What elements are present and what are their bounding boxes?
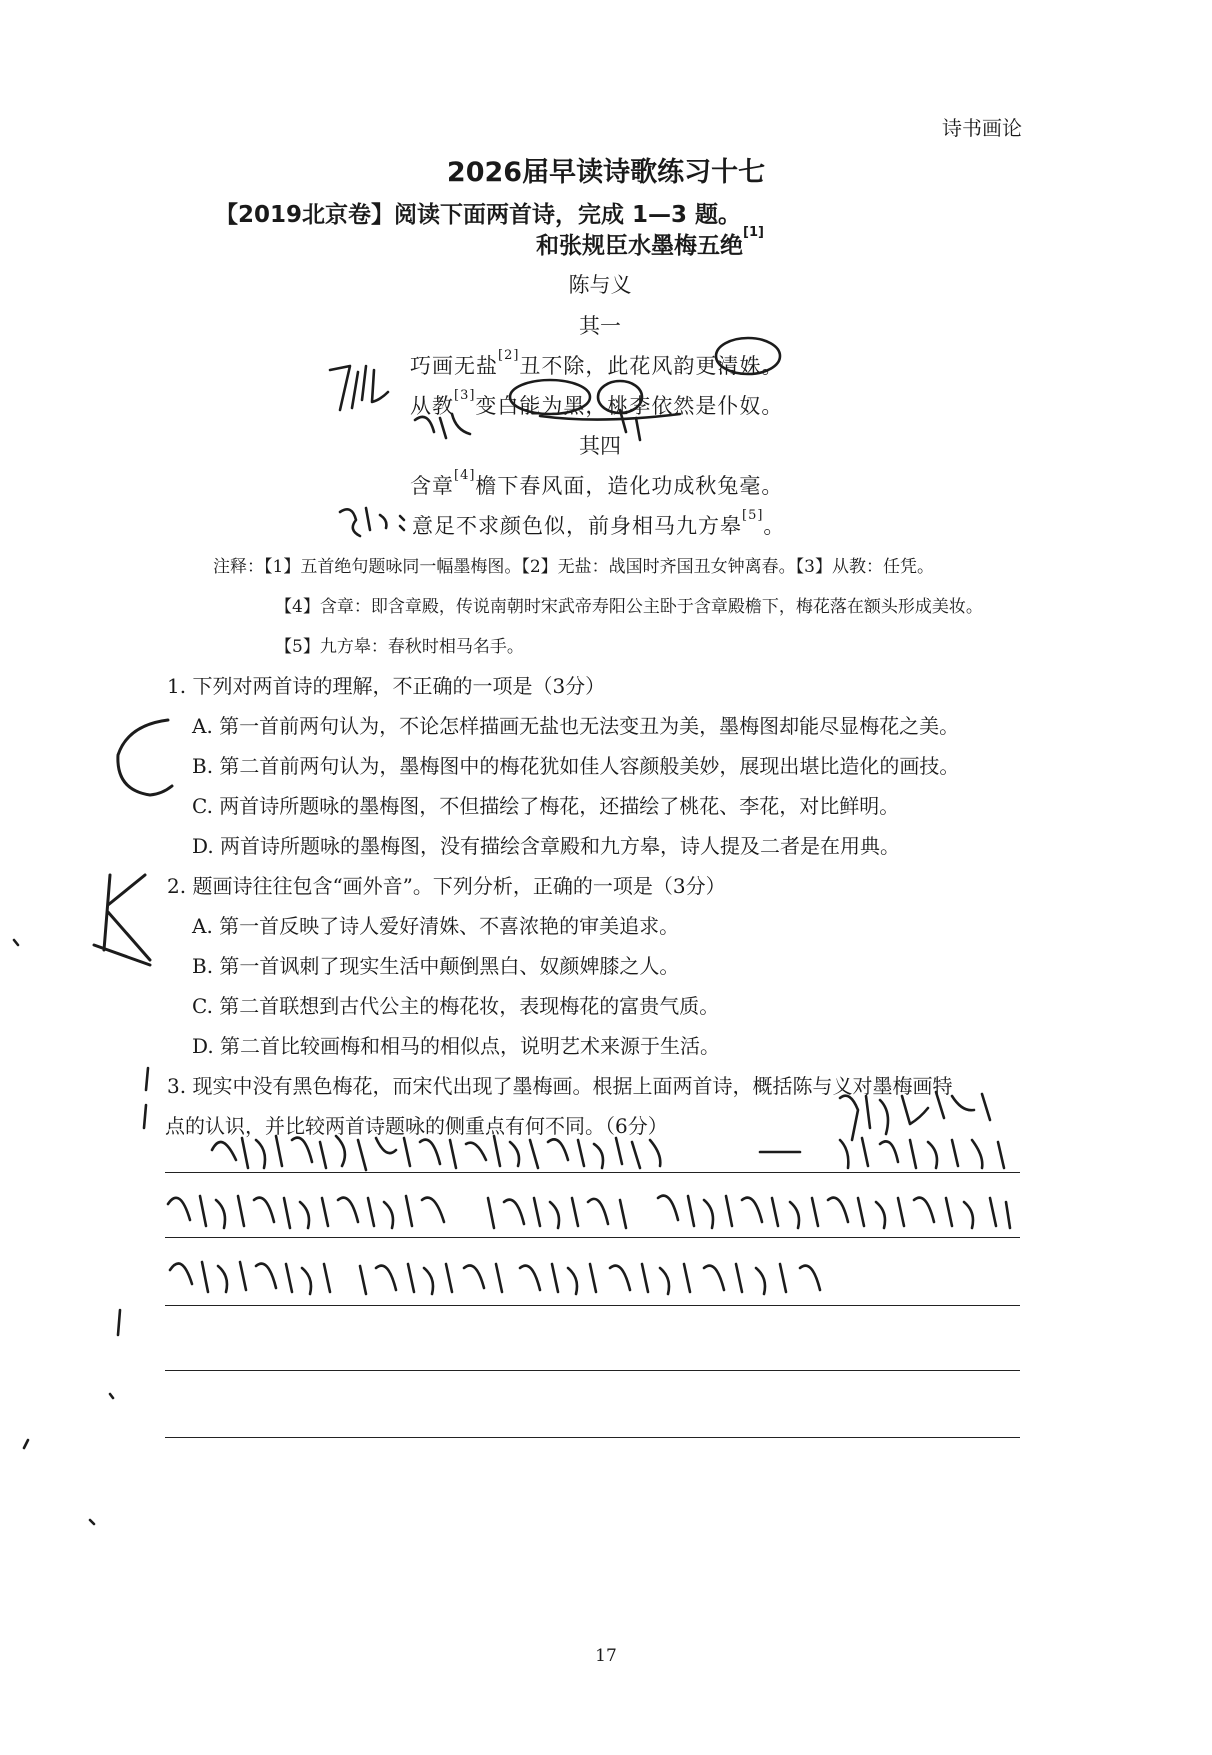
footnote-mark: [2] <box>498 348 520 363</box>
intro-instruction: 【2019北京卷】阅读下面两首诗，完成 1—3 题。 <box>215 202 742 228</box>
question-1-option-b: B. 第二首前两句认为，墨梅图中的梅花犹如佳人容颜般美妙，展现出堪比造化的画技。 <box>192 754 960 778</box>
answer-line-3[interactable] <box>165 1305 1020 1306</box>
poem-text: 从教 <box>410 394 454 418</box>
poem-text: 含章 <box>410 474 454 498</box>
poem-title-footnote-mark: [1] <box>743 225 764 240</box>
poem-part1-line2 <box>410 390 783 420</box>
poem-text: 。 <box>763 514 786 538</box>
question-2-option-d: D. 第二首比较画梅和相马的相似点，说明艺术来源于生活。 <box>192 1034 721 1058</box>
question-3-stem-line-1: 3. 现实中没有黑色梅花，而宋代出现了墨梅画。根据上面两首诗，概括陈与义对墨梅画特 <box>167 1074 953 1098</box>
poem-text: 丑不除，此花风韵更清姝。 <box>519 354 784 378</box>
answer-line-4[interactable] <box>165 1370 1020 1371</box>
handwritten-answer-line-1 <box>212 1136 1004 1170</box>
poem-part1-line1 <box>410 350 783 380</box>
handwritten-annotation-top <box>840 1092 990 1140</box>
handwritten-answer-a <box>94 875 150 965</box>
answer-line-5[interactable] <box>165 1437 1020 1438</box>
answer-line-1[interactable] <box>165 1172 1020 1173</box>
poem-text: 变白能为黑，桃李依然是仆奴。 <box>475 394 784 418</box>
question-1-option-d: D. 两首诗所题咏的墨梅图，没有描绘含章殿和九方皋，诗人提及二者是在用典。 <box>192 834 901 858</box>
question-2-option-a: A. 第一首反映了诗人爱好清姝、不喜浓艳的审美追求。 <box>192 914 680 938</box>
question-1-option-c: C. 两首诗所题咏的墨梅图，不但描绘了梅花，还描绘了桃花、李花，对比鲜明。 <box>192 794 900 818</box>
question-2-option-c: C. 第二首联想到古代公主的梅花妆，表现梅花的富贵气质。 <box>192 994 720 1018</box>
answer-line-2[interactable] <box>165 1237 1020 1238</box>
poem-text: 意足不求颜色似，前身相马九方皋 <box>412 514 742 538</box>
footnote-mark: [4] <box>454 468 476 483</box>
question-2-option-b: B. 第一首讽刺了现实生活中颠倒黑白、奴颜婢膝之人。 <box>192 954 680 978</box>
poem-text: 檐下春风面，造化功成秋兔毫。 <box>475 474 784 498</box>
page-number: 17 <box>595 1646 617 1666</box>
margin-mark <box>14 940 148 1524</box>
note-line-2: 【4】含章：即含章殿，传说南朝时宋武帝寿阳公主卧于含章殿檐下，梅花落在额头形成美妆。 <box>275 597 983 617</box>
poem-author: 陈与义 <box>568 273 632 297</box>
poem-part2-line2 <box>412 510 785 540</box>
note-line-3: 【5】九方皋：春秋时相马名手。 <box>275 637 524 657</box>
question-1-stem: 1. 下列对两首诗的理解，不正确的一项是（3分） <box>167 674 606 698</box>
poem-title <box>0 227 1212 260</box>
footnote-mark: [3] <box>454 388 476 403</box>
question-3-stem-line-2: 点的认识，并比较两首诗题咏的侧重点有何不同。（6分） <box>165 1114 668 1138</box>
poem-part2-line1 <box>410 470 783 500</box>
handwritten-answer-line-2 <box>168 1196 1010 1228</box>
section-label: 诗书画论 <box>942 116 1022 140</box>
handwritten-answer-line-3 <box>170 1262 820 1294</box>
question-1-option-a: A. 第一首前两句认为，不论怎样描画无盐也无法变丑为美，墨梅图却能尽显梅花之美。 <box>192 714 960 738</box>
note-line-1: 注释：【1】五首绝句题咏同一幅墨梅图。【2】无盐：战国时齐国丑女钟离春。【3】从教：任凭。 <box>213 557 934 577</box>
page-title: 2026届早读诗歌练习十七 <box>446 157 766 188</box>
poem-text: 巧画无盐 <box>410 354 498 378</box>
poem-title-text: 和张规臣水墨梅五绝 <box>536 233 744 259</box>
footnote-mark: [5] <box>742 508 764 523</box>
poem-part2-heading: 其四 <box>579 434 621 458</box>
question-2-stem: 2. 题画诗往往包含“画外音”。下列分析，正确的一项是（3分） <box>167 874 726 898</box>
poem-part1-heading: 其一 <box>579 314 621 338</box>
handwritten-answer-c <box>118 720 172 795</box>
